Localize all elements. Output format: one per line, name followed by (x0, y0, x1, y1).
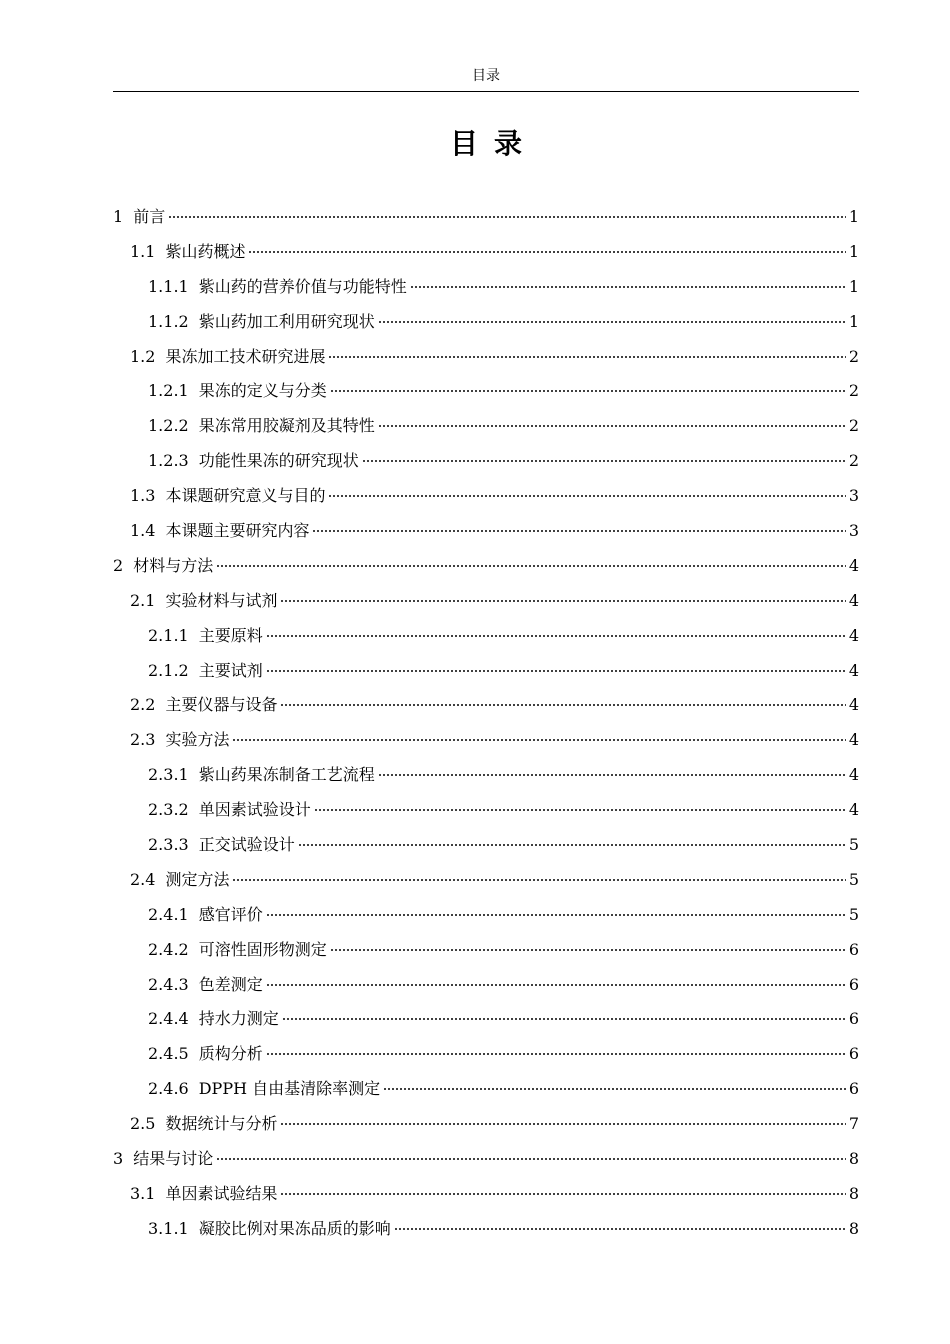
toc-entry-page-number: 2 (848, 381, 859, 401)
running-header: 目录 (472, 68, 500, 84)
header-rule (113, 91, 859, 92)
toc-entry-page-number: 8 (848, 1149, 859, 1169)
toc-entry-page-number: 1 (848, 276, 859, 296)
toc-entry-title: 实验方法 (165, 730, 230, 750)
toc-entry[interactable] (113, 1214, 859, 1249)
toc-entry-page-number: 4 (848, 555, 859, 575)
toc-entry-title: 本课题主要研究内容 (165, 521, 310, 541)
toc-entry-number: 3 (113, 1149, 124, 1169)
toc-entry[interactable] (113, 446, 859, 481)
toc-entry-title: 果冻加工技术研究进展 (165, 346, 326, 366)
toc-entry-title: 紫山药果冻制备工艺流程 (198, 765, 375, 785)
toc-entry[interactable] (113, 760, 859, 795)
toc-entry[interactable] (113, 342, 859, 377)
toc-entry-number: 2.4.6 (148, 1079, 189, 1099)
toc-entry-page-number: 2 (848, 346, 859, 366)
toc-entry[interactable] (113, 656, 859, 691)
toc-entry-number: 2.1.1 (148, 625, 189, 645)
dot-leader (298, 844, 846, 846)
toc-entry-number: 2.1.2 (148, 660, 189, 680)
toc-entry-number: 2.5 (130, 1114, 156, 1134)
toc-entry-page-number: 7 (848, 1114, 859, 1134)
dot-leader (216, 565, 846, 567)
toc-entry-title: 单因素试验设计 (198, 800, 311, 820)
toc-entry-title: DPPH 自由基清除率测定 (198, 1079, 381, 1099)
toc-entry-page-number: 5 (848, 904, 859, 924)
dot-leader (410, 286, 846, 288)
dot-leader (280, 600, 845, 602)
toc-entry[interactable] (113, 272, 859, 307)
dot-leader (383, 1088, 846, 1090)
toc-entry-page-number: 5 (848, 869, 859, 889)
toc-entry-number: 1.1.2 (148, 311, 189, 331)
toc-entry-number: 2.4.2 (148, 939, 189, 959)
toc-entry-title: 单因素试验结果 (165, 1183, 278, 1203)
dot-leader (266, 670, 846, 672)
toc-entry-page-number: 4 (848, 800, 859, 820)
toc-entry-title: 主要试剂 (198, 660, 263, 680)
toc-entry[interactable] (113, 202, 859, 237)
toc-entry[interactable] (113, 865, 859, 900)
toc-entry-title: 主要原料 (198, 625, 263, 645)
toc-entry-title: 色差测定 (198, 974, 263, 994)
toc-entry-number: 2.3.3 (148, 835, 189, 855)
toc-entry[interactable] (113, 1074, 859, 1109)
dot-leader (362, 460, 846, 462)
toc-entry-page-number: 6 (848, 1009, 859, 1029)
dot-leader (232, 739, 845, 741)
toc-entry-number: 1.1 (130, 241, 156, 261)
toc-entry-number: 2.3.1 (148, 765, 189, 785)
toc-entry-page-number: 2 (848, 451, 859, 471)
toc-entry-page-number: 5 (848, 835, 859, 855)
toc-entry-title: 果冻常用胶凝剂及其特性 (198, 416, 375, 436)
toc-entry[interactable] (113, 376, 859, 411)
toc-entry-title: 材料与方法 (133, 555, 214, 575)
dot-leader (378, 425, 846, 427)
toc-entry[interactable] (113, 621, 859, 656)
dot-leader (330, 949, 846, 951)
dot-leader (280, 1123, 845, 1125)
toc-entry-title: 果冻的定义与分类 (198, 381, 327, 401)
toc-entry-page-number: 3 (848, 521, 859, 541)
dot-leader (282, 1018, 846, 1020)
page-title: 目录 (449, 127, 538, 160)
toc-entry-number: 2.4.3 (148, 974, 189, 994)
toc-entry[interactable] (113, 935, 859, 970)
toc-entry-page-number: 4 (848, 765, 859, 785)
toc-entry-number: 1.2 (130, 346, 156, 366)
toc-entry-number: 2.4.5 (148, 1044, 189, 1064)
toc-entry[interactable] (113, 586, 859, 621)
toc-entry-number: 2 (113, 555, 124, 575)
toc-entry-title: 紫山药加工利用研究现状 (198, 311, 375, 331)
toc-entry[interactable] (113, 1039, 859, 1074)
toc-entry-number: 1.3 (130, 486, 156, 506)
toc-entry-page-number: 2 (848, 416, 859, 436)
dot-leader (248, 251, 845, 253)
toc-entry-number: 2.4 (130, 869, 156, 889)
toc-entry-number: 2.4.1 (148, 904, 189, 924)
toc-entry-number: 2.1 (130, 590, 156, 610)
toc-entry-page-number: 6 (848, 1079, 859, 1099)
toc-entry-number: 2.4.4 (148, 1009, 189, 1029)
toc-entry-title: 结果与讨论 (133, 1149, 214, 1169)
dot-leader (330, 390, 846, 392)
toc-entry-title: 紫山药概述 (165, 241, 246, 261)
toc-entry-page-number: 6 (848, 1044, 859, 1064)
toc-entry-page-number: 6 (848, 974, 859, 994)
toc-entry[interactable] (113, 411, 859, 446)
toc-entry-page-number: 1 (848, 207, 859, 226)
toc-entry-title: 主要仪器与设备 (165, 695, 278, 715)
toc-entry[interactable] (113, 481, 859, 516)
toc-entry-number: 1 (113, 207, 124, 226)
dot-leader (266, 635, 846, 637)
toc-entry[interactable] (113, 1004, 859, 1039)
toc-entry-number: 1.2.1 (148, 381, 189, 401)
toc-entry-number: 1.4 (130, 521, 156, 541)
toc-entry[interactable] (113, 970, 859, 1005)
dot-leader (328, 356, 845, 358)
toc-entry-number: 3.1.1 (148, 1218, 189, 1238)
toc-entry-title: 紫山药的营养价值与功能特性 (198, 276, 407, 296)
toc-entry-title: 可溶性固形物测定 (198, 939, 327, 959)
toc-entry-title: 功能性果冻的研究现状 (198, 451, 359, 471)
toc-entry-number: 2.3.2 (148, 800, 189, 820)
toc-entry[interactable] (113, 551, 859, 586)
toc-entry-title: 感官评价 (198, 904, 263, 924)
toc-entry-title: 持水力测定 (198, 1009, 279, 1029)
toc-entry[interactable] (113, 900, 859, 935)
toc-entry-page-number: 4 (848, 695, 859, 715)
dot-leader (314, 809, 846, 811)
toc-entry-page-number: 4 (848, 625, 859, 645)
dot-leader (378, 774, 846, 776)
toc-entry-page-number: 8 (848, 1183, 859, 1203)
toc-entry-title: 实验材料与试剂 (165, 590, 278, 610)
dot-leader (232, 879, 845, 881)
toc-entry[interactable] (113, 795, 859, 830)
toc-entry-title: 正交试验设计 (198, 835, 295, 855)
toc-entry-number: 2.2 (130, 695, 156, 715)
dot-leader (394, 1228, 846, 1230)
toc-entry-page-number: 1 (848, 241, 859, 261)
dot-leader (266, 1053, 846, 1055)
toc-entry[interactable] (113, 237, 859, 272)
toc-entry[interactable] (113, 516, 859, 551)
toc-entry-title: 质构分析 (198, 1044, 263, 1064)
toc-entry[interactable] (113, 1144, 859, 1179)
dot-leader (378, 321, 846, 323)
toc-entry-page-number: 6 (848, 939, 859, 959)
toc-entry-title: 数据统计与分析 (165, 1114, 278, 1134)
table-of-contents (113, 202, 859, 1249)
toc-entry[interactable] (113, 1179, 859, 1214)
toc-entry-page-number: 4 (848, 730, 859, 750)
dot-leader (216, 1158, 846, 1160)
toc-entry-page-number: 4 (848, 660, 859, 680)
toc-entry-title: 前言 (133, 207, 166, 226)
toc-entry-number: 3.1 (130, 1183, 156, 1203)
toc-entry-number: 1.1.1 (148, 276, 189, 296)
dot-leader (266, 914, 846, 916)
toc-entry-title: 测定方法 (165, 869, 230, 889)
toc-entry[interactable] (113, 690, 859, 725)
dot-leader (168, 216, 846, 218)
toc-entry-page-number: 3 (848, 486, 859, 506)
dot-leader (312, 530, 845, 532)
dot-leader (328, 495, 845, 497)
toc-entry[interactable] (113, 725, 859, 760)
toc-entry-page-number: 8 (848, 1218, 859, 1238)
toc-entry-page-number: 1 (848, 311, 859, 331)
toc-entry-title: 本课题研究意义与目的 (165, 486, 326, 506)
toc-entry-number: 1.2.3 (148, 451, 189, 471)
toc-entry[interactable] (113, 1109, 859, 1144)
dot-leader (280, 1193, 845, 1195)
toc-entry-number: 1.2.2 (148, 416, 189, 436)
toc-entry-title: 凝胶比例对果冻品质的影响 (198, 1218, 391, 1238)
dot-leader (266, 984, 846, 986)
toc-entry-page-number: 4 (848, 590, 859, 610)
toc-entry[interactable] (113, 307, 859, 342)
toc-entry[interactable] (113, 830, 859, 865)
dot-leader (280, 704, 845, 706)
toc-entry-number: 2.3 (130, 730, 156, 750)
